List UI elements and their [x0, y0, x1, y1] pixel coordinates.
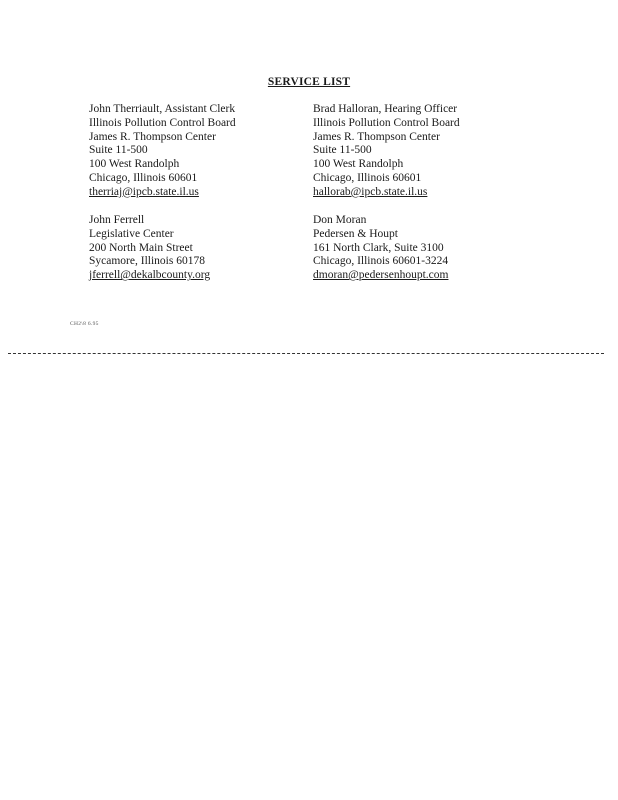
entry-line: Illinois Pollution Control Board: [313, 116, 460, 129]
email-link[interactable]: dmoran@pedersenhoupt.com: [313, 269, 449, 282]
service-entry-moran: [313, 214, 448, 283]
email-link[interactable]: jferrell@dekalbcounty.org: [89, 269, 211, 282]
service-entry-therriault: [89, 103, 236, 200]
email-link[interactable]: therriaj@ipcb.state.il.us: [89, 185, 199, 198]
service-entry-ferrell: [89, 214, 210, 283]
entry-line: Don Moran: [313, 214, 367, 226]
page-divider: [8, 353, 604, 354]
entry-line: 161 North Clark, Suite 3100: [313, 241, 444, 254]
entry-line: Chicago, Illinois 60601: [89, 171, 198, 184]
entry-line: 100 West Randolph: [313, 158, 404, 171]
document-code: CH2\8 6.95: [70, 321, 99, 327]
entry-line: James R. Thompson Center: [89, 130, 216, 143]
entry-line: John Ferrell: [89, 214, 145, 226]
entry-line: 200 North Main Street: [89, 241, 193, 254]
entry-line: John Therriault, Assistant Clerk: [89, 103, 236, 115]
entry-line: Suite 11-500: [89, 144, 148, 157]
document-title: SERVICE LIST: [267, 76, 351, 88]
entry-line: Illinois Pollution Control Board: [89, 116, 236, 129]
service-entry-halloran: [313, 103, 460, 200]
entry-line: Chicago, Illinois 60601-3224: [313, 255, 449, 268]
entry-line: James R. Thompson Center: [313, 130, 440, 143]
entry-line: Pedersen & Houpt: [313, 227, 398, 240]
entry-line: Legislative Center: [89, 227, 174, 240]
entry-line: Suite 11-500: [313, 144, 372, 157]
entry-line: 100 West Randolph: [89, 158, 180, 171]
entry-line: Chicago, Illinois 60601: [313, 171, 422, 184]
entry-line: Brad Halloran, Hearing Officer: [313, 103, 458, 115]
entry-line: Sycamore, Illinois 60178: [89, 255, 205, 268]
email-link[interactable]: hallorab@ipcb.state.il.us: [313, 185, 428, 198]
